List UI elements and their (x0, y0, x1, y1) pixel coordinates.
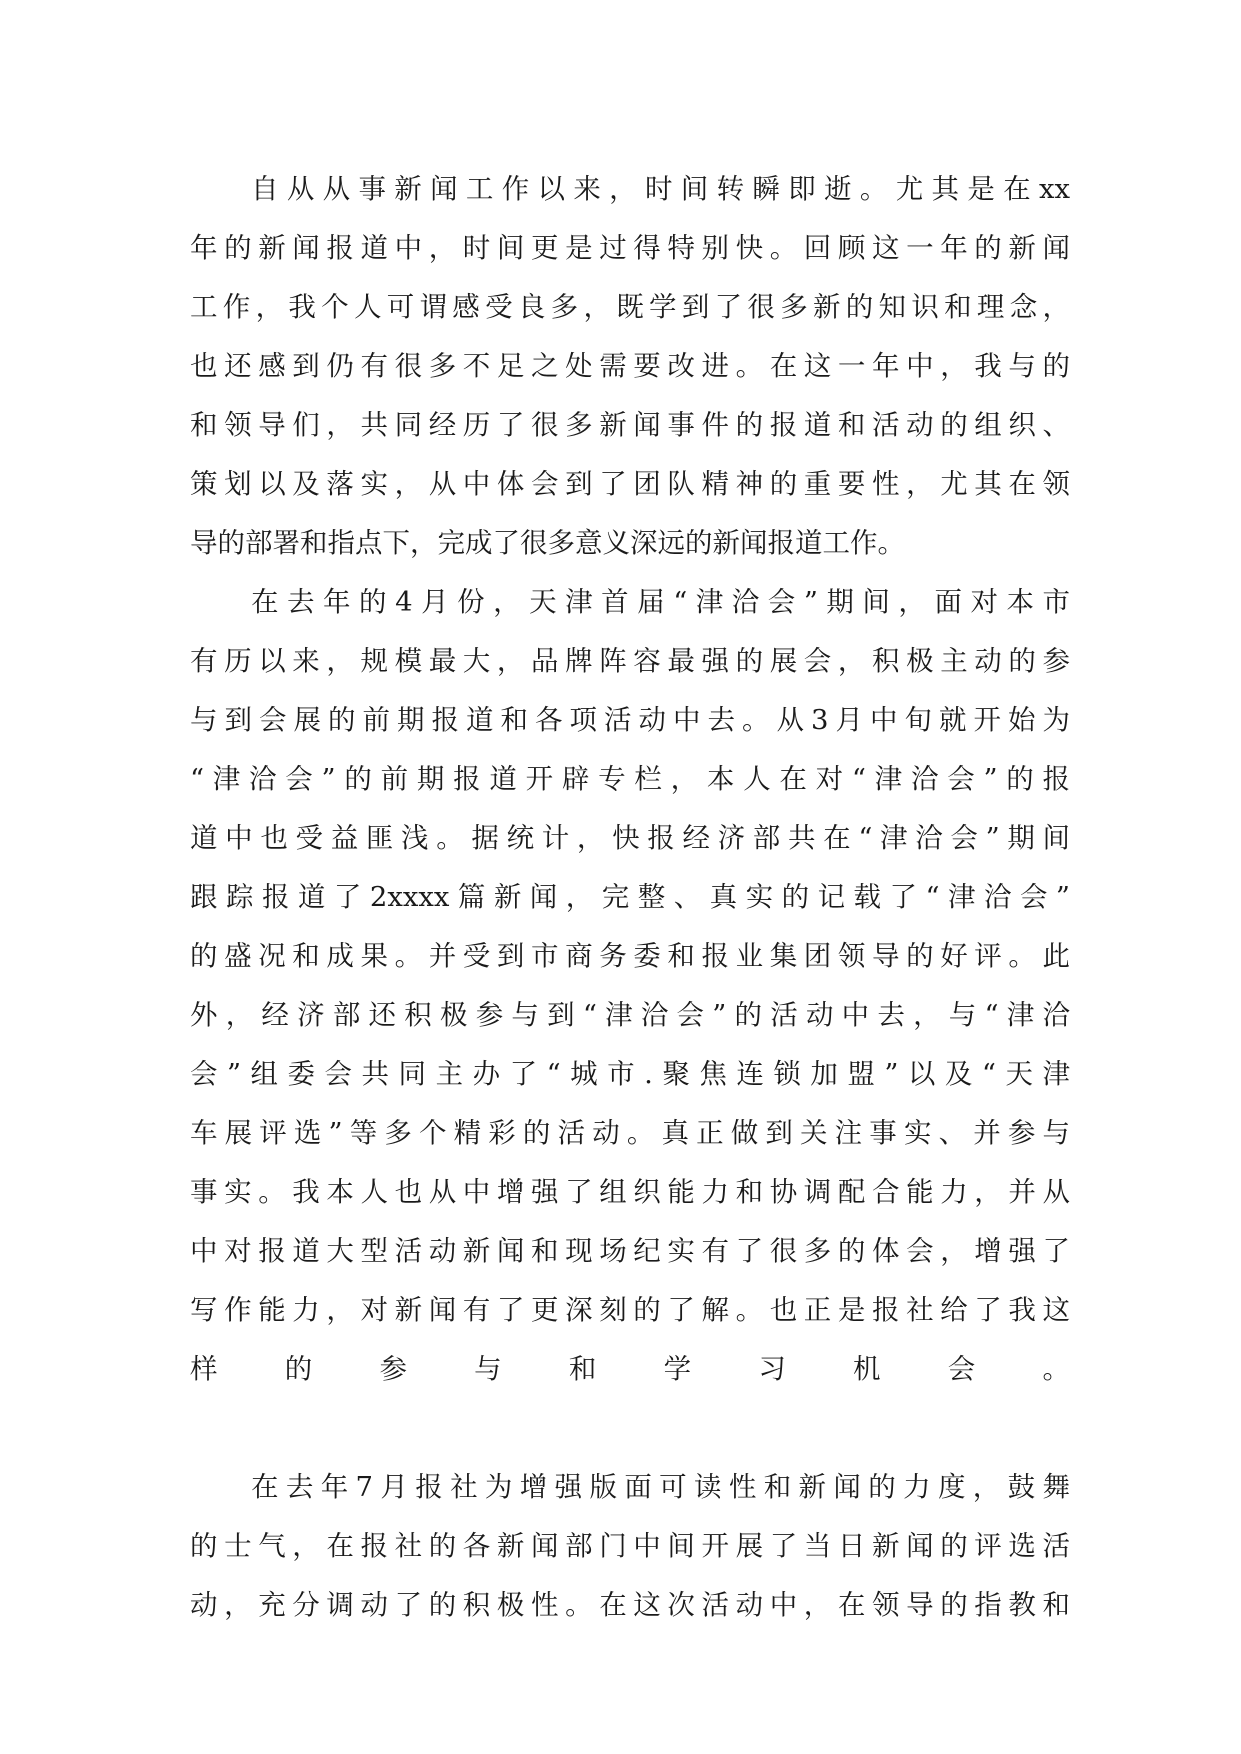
paragraph-line: 外，经济部还积极参与到“津洽会”的活动中去，与“津洽 (190, 999, 1070, 1031)
paragraph-line (190, 1399, 1070, 1458)
paragraph-line: 在去年7月报社为增强版面可读性和新闻的力度，鼓舞 (251, 1471, 1070, 1503)
paragraph-line: 导的部署和指点下，完成了很多意义深远的新闻报道工作。 (190, 527, 905, 559)
paragraph-line: 车展评选”等多个精彩的活动。真正做到关注事实、并参与 (190, 1117, 1070, 1149)
paragraph-line: “津洽会”的前期报道开辟专栏，本人在对“津洽会”的报 (190, 763, 1070, 795)
paragraph-line: 的士气，在报社的各新闻部门中间开展了当日新闻的评选活 (190, 1530, 1070, 1562)
paragraph-line: 事实。我本人也从中增强了组织能力和协调配合能力，并从 (190, 1176, 1070, 1208)
document-body (190, 160, 1070, 1635)
paragraph-line: 自从从事新闻工作以来，时间转瞬即逝。尤其是在xx (251, 173, 1070, 205)
paragraph-line: 和领导们，共同经历了很多新闻事件的报道和活动的组织、 (190, 409, 1070, 441)
paragraph-line: 策划以及落实，从中体会到了团队精神的重要性，尤其在领 (190, 468, 1070, 500)
paragraph-line: 工作，我个人可谓感受良多，既学到了很多新的知识和理念， (190, 291, 1070, 323)
paragraph-line: 写作能力，对新闻有了更深刻的了解。也正是报社给了我这 (190, 1294, 1070, 1326)
paragraph-line: 道中也受益匪浅。据统计，快报经济部共在“津洽会”期间 (190, 822, 1070, 854)
paragraph-3 (190, 1458, 1070, 1635)
paragraph-line: 与到会展的前期报道和各项活动中去。从3月中旬就开始为 (190, 704, 1070, 736)
paragraph-1 (190, 160, 1070, 573)
paragraph-line: 会”组委会共同主办了“城市.聚焦连锁加盟”以及“天津 (190, 1058, 1070, 1090)
paragraph-line: 样的参与和学习机会。 (190, 1353, 1070, 1385)
paragraph-line: 年的新闻报道中，时间更是过得特别快。回顾这一年的新闻 (190, 232, 1070, 264)
paragraph-line: 的盛况和成果。并受到市商务委和报业集团领导的好评。此 (190, 940, 1070, 972)
paragraph-line: 中对报道大型活动新闻和现场纪实有了很多的体会，增强了 (190, 1235, 1070, 1267)
paragraph-line: 在去年的4月份，天津首届“津洽会”期间，面对本市 (251, 586, 1070, 618)
paragraph-2 (190, 573, 1070, 1458)
paragraph-line: 也还感到仍有很多不足之处需要改进。在这一年中，我与的 (190, 350, 1070, 382)
paragraph-line: 动，充分调动了的积极性。在这次活动中，在领导的指教和 (190, 1589, 1070, 1621)
paragraph-line: 有历以来，规模最大，品牌阵容最强的展会，积极主动的参 (190, 645, 1070, 677)
paragraph-line: 跟踪报道了2xxxx篇新闻，完整、真实的记载了“津洽会” (190, 881, 1070, 913)
